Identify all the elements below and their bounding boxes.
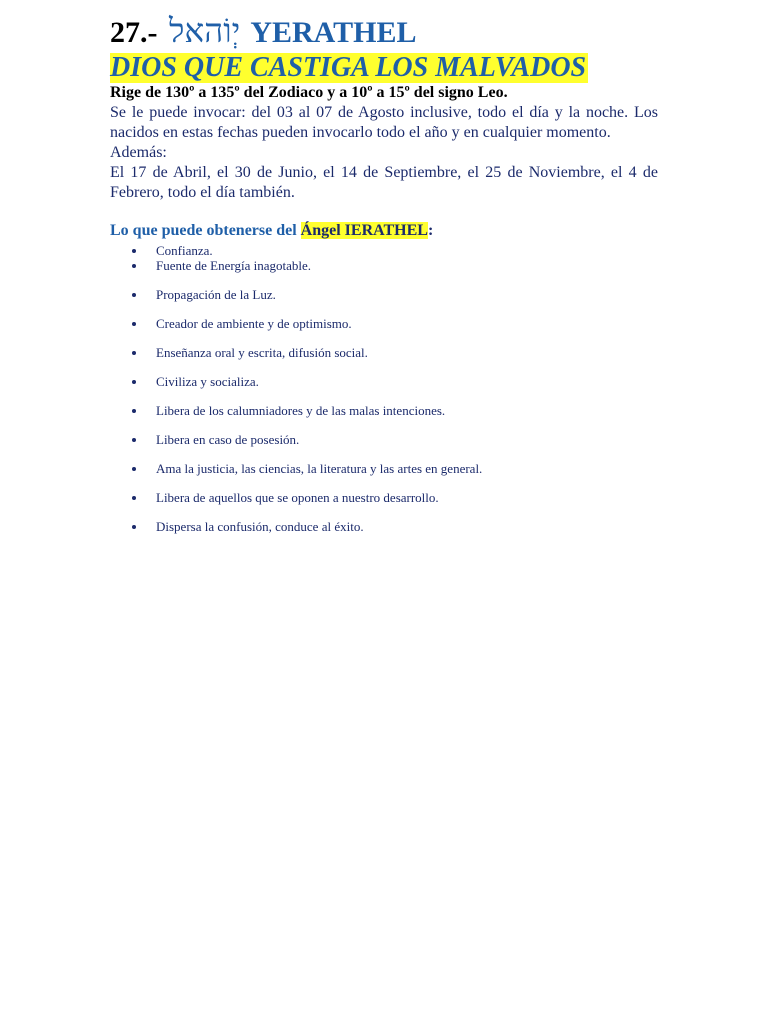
bullet-icon xyxy=(132,249,136,253)
title-angel-name: YERATHEL xyxy=(250,16,417,49)
list-item-text: Enseñanza oral y escrita, difusión social. xyxy=(156,345,368,360)
bullet-icon xyxy=(132,380,136,384)
document-content xyxy=(110,14,658,534)
title-number: 27.- xyxy=(110,16,158,49)
list-item-text: Ama la justicia, las ciencias, la literatura y las artes en general. xyxy=(156,461,483,476)
page-subtitle: DIOS QUE CASTIGA LOS MALVADOS xyxy=(110,52,587,83)
page-title xyxy=(110,14,658,51)
benefits-heading-suffix: : xyxy=(427,222,434,239)
list-item xyxy=(110,316,658,331)
list-item xyxy=(110,243,658,258)
bullet-icon xyxy=(132,264,136,268)
list-item xyxy=(110,519,658,534)
list-item xyxy=(110,374,658,389)
list-item-text: Libera de los calumniadores y de las malas intenciones. xyxy=(156,403,446,418)
list-item-text: Propagación de la Luz. xyxy=(156,287,276,302)
list-item xyxy=(110,403,658,418)
additional-dates-paragraph: El 17 de Abril, el 30 de Junio, el 14 de Septiembre, el 25 de Noviembre, el 4 de Febrero, todo el día también. xyxy=(110,164,658,201)
bullet-icon xyxy=(132,467,136,471)
bullet-icon xyxy=(132,293,136,297)
bullet-icon xyxy=(132,409,136,413)
list-item xyxy=(110,432,658,447)
list-item-text: Libera en caso de posesión. xyxy=(156,432,300,447)
benefits-list xyxy=(110,243,658,534)
list-item xyxy=(110,490,658,505)
list-item xyxy=(110,461,658,476)
list-item-text: Creador de ambiente y de optimismo. xyxy=(156,316,352,331)
additional-label: Además: xyxy=(110,144,167,161)
list-item xyxy=(110,345,658,360)
list-item-text: Civiliza y socializa. xyxy=(156,374,259,389)
bullet-icon xyxy=(132,322,136,326)
bullet-icon xyxy=(132,351,136,355)
bullet-icon xyxy=(132,525,136,529)
benefits-heading xyxy=(110,221,658,241)
title-hebrew-name: יְוֹהאל xyxy=(169,14,241,50)
bullet-icon xyxy=(132,438,136,442)
list-item-text: Dispersa la confusión, conduce al éxito. xyxy=(156,519,364,534)
benefits-heading-prefix: Lo que puede obtenerse del xyxy=(110,222,301,239)
benefits-heading-highlight: Ángel IERATHEL xyxy=(300,222,428,239)
list-item xyxy=(110,287,658,302)
zodiac-rule: Rige de 130º a 135º del Zodiaco y a 10º a 15º del signo Leo. xyxy=(110,84,508,101)
invocation-paragraph: Se le puede invocar: del 03 al 07 de Agosto inclusive, todo el día y la noche. Los nacidos en estas fechas pueden invocarlo todo el año y en cualquier momento. xyxy=(110,104,658,141)
list-item xyxy=(110,258,658,273)
list-item-text: Confianza. xyxy=(156,243,213,258)
bullet-icon xyxy=(132,496,136,500)
list-item-text: Fuente de Energía inagotable. xyxy=(156,258,311,273)
list-item-text: Libera de aquellos que se oponen a nuestro desarrollo. xyxy=(156,490,439,505)
